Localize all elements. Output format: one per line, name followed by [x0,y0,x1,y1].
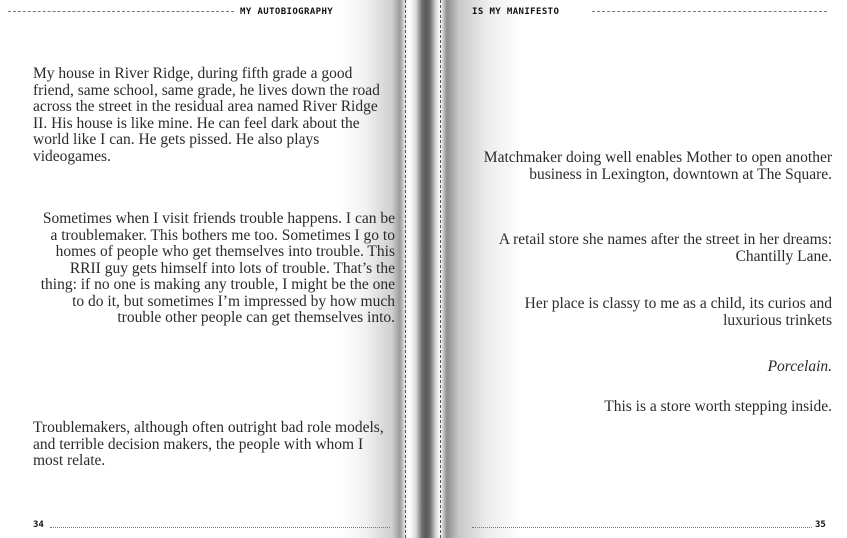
right-paragraph-5: This is a store worth stepping inside. [604,398,832,415]
right-header-rule [592,11,827,12]
left-header-rule [8,11,234,12]
left-paragraph-3: Troublemakers, although often outright bad role models, and terrible decision makers, the people with whom I most relate. [33,419,384,469]
right-fold-line [440,0,441,538]
right-running-header: IS MY MANIFESTO [472,7,560,17]
right-paragraph-4: Porcelain. [767,358,832,375]
right-paragraph-1: Matchmaker doing well enables Mother to open another business in Lexington, downtown at The Square. [483,149,832,183]
left-page [0,0,400,538]
right-footer-leader [472,527,812,528]
left-page-number: 34 [33,520,44,530]
right-paragraph-3: Her place is classy to me as a child, its curios and luxurious trinkets [524,295,832,329]
right-paragraph-2: A retail store she names after the street in her dreams: Chantilly Lane. [498,231,832,265]
right-page [447,0,847,538]
left-running-header: MY AUTOBIOGRAPHY [240,7,334,17]
left-paragraph-1: My house in River Ridge, during fifth grade a good friend, same school, same grade, he lives down the road across the street in the residual area named River Ridge II. His house is like mine. He can feel dark about the world like I can. He gets pissed. He also plays videogames. [33,65,380,165]
right-page-number: 35 [815,520,826,530]
left-paragraph-2: Sometimes when I visit friends trouble happens. I can be a troublemaker. This bothers me too. Sometimes I go to homes of people who get themselves into trouble. This RRII guy gets himself into lots of trouble. That’s the thing: if no one is making any trouble, I might be the one to do it, but sometimes I’m impressed by how much trouble other people can get themselves into. [40,210,395,326]
left-footer-leader [50,527,390,528]
left-fold-line [405,0,406,538]
